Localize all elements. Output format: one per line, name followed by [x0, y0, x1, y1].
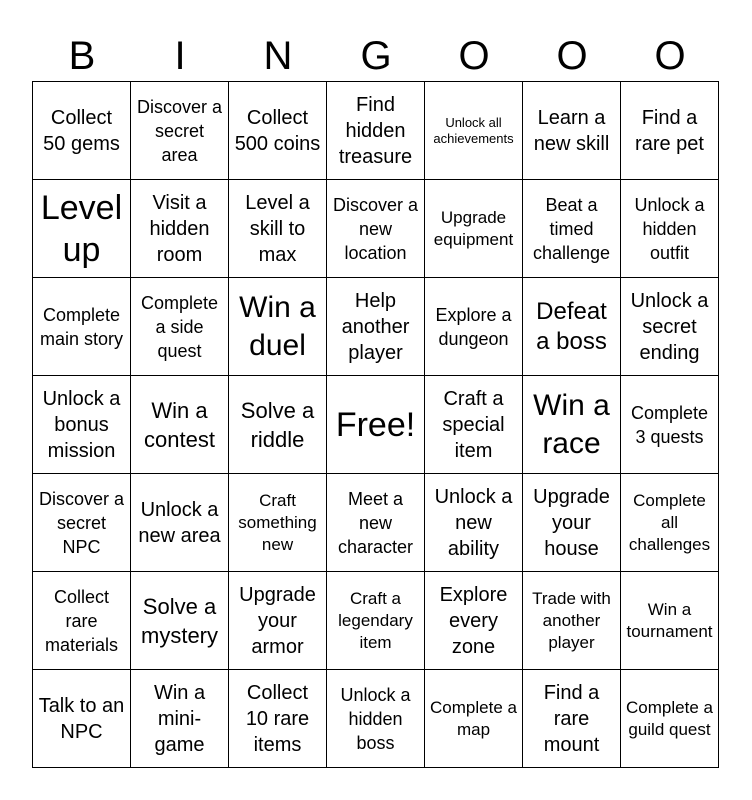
cell-text: Craft a special item: [442, 387, 505, 462]
cell-text: Level up: [40, 188, 123, 269]
bingo-cell: [229, 82, 327, 180]
bingo-cell: [131, 180, 229, 278]
header-letter: N: [263, 34, 293, 78]
bingo-cell: [131, 82, 229, 180]
cell-text: Complete a map: [430, 697, 517, 739]
bingo-cell: [621, 670, 719, 768]
bingo-grid: [32, 81, 719, 768]
cell-text: Trade with another player: [532, 588, 611, 652]
bingo-cell: [425, 376, 523, 474]
bingo-cell: [327, 82, 425, 180]
bingo-cell: [229, 376, 327, 474]
cell-text: Unlock a bonus mission: [42, 387, 121, 462]
cell-text: Craft a legendary item: [338, 588, 413, 652]
header-letter: B: [68, 34, 96, 78]
bingo-cell: [523, 474, 621, 572]
bingo-cell: [327, 572, 425, 670]
cell-text: Discover a new location: [332, 194, 419, 263]
cell-text: Help another player: [341, 289, 410, 364]
cell-text: Find hidden treasure: [338, 93, 413, 168]
cell-text: Unlock a hidden outfit: [634, 194, 705, 263]
header-letter: O: [556, 34, 588, 78]
bingo-cell: [33, 82, 131, 180]
cell-text: Collect 10 rare items: [245, 681, 310, 756]
cell-text: Meet a new character: [337, 488, 414, 557]
cell-text: Discover a secret NPC: [38, 488, 125, 557]
bingo-cell: [327, 180, 425, 278]
cell-text: Solve a mystery: [141, 593, 218, 648]
bingo-cell: [229, 572, 327, 670]
cell-text: Collect 500 coins: [234, 106, 321, 155]
cell-text: Unlock a hidden boss: [340, 684, 411, 753]
bingo-cell: [229, 180, 327, 278]
bingo-cell: [229, 278, 327, 376]
cell-text: Complete main story: [39, 304, 124, 349]
bingo-cell: [523, 180, 621, 278]
cell-text: Beat a timed challenge: [532, 194, 611, 263]
bingo-cell: [33, 670, 131, 768]
bingo-cell: [131, 278, 229, 376]
bingo-cell: [523, 670, 621, 768]
bingo-cell: [131, 572, 229, 670]
bingo-cell: [33, 278, 131, 376]
bingo-cell: [425, 670, 523, 768]
bingo-cell: [425, 572, 523, 670]
cell-text: Win a duel: [239, 290, 316, 362]
cell-text: Unlock a new ability: [434, 485, 513, 560]
bingo-cell: [523, 82, 621, 180]
cell-text: Unlock a secret ending: [630, 289, 709, 364]
cell-text: Complete a side quest: [140, 292, 219, 361]
cell-text: Craft something new: [238, 490, 317, 554]
cell-text: Unlock a new area: [138, 498, 221, 547]
bingo-cell: [621, 376, 719, 474]
bingo-cell: [327, 474, 425, 572]
cell-text: Talk to an NPC: [38, 694, 125, 743]
bingo-cell: [33, 376, 131, 474]
cell-text: Complete a guild quest: [626, 697, 713, 739]
cell-text: Solve a riddle: [240, 397, 315, 452]
cell-text: Upgrade equipment: [433, 207, 514, 249]
bingo-cell: [621, 474, 719, 572]
header-letter: G: [360, 34, 392, 78]
cell-text: Win a tournament: [626, 599, 713, 641]
bingo-cell: [327, 670, 425, 768]
cell-text: Visit a hidden room: [149, 191, 210, 266]
header-letter: I: [174, 34, 186, 78]
cell-text: Explore every zone: [439, 583, 508, 658]
bingo-cell: [523, 376, 621, 474]
cell-text: Collect 50 gems: [43, 106, 120, 155]
header-letter: O: [458, 34, 490, 78]
bingo-cell: [621, 82, 719, 180]
bingo-cell: [621, 180, 719, 278]
bingo-cell: [425, 474, 523, 572]
cell-text: Free!: [335, 405, 416, 444]
cell-text: Complete 3 quests: [630, 402, 709, 447]
bingo-cell: [425, 82, 523, 180]
cell-text: Discover a secret area: [136, 96, 223, 165]
cell-text: Upgrade your house: [533, 485, 610, 560]
cell-text: Upgrade your armor: [239, 583, 316, 658]
bingo-cell: [425, 278, 523, 376]
bingo-cell: [327, 278, 425, 376]
bingo-cell: [621, 572, 719, 670]
cell-text: Unlock all achievements: [433, 114, 514, 146]
bingo-cell: [425, 180, 523, 278]
bingo-cell: [131, 376, 229, 474]
cell-text: Collect rare materials: [44, 586, 119, 655]
bingo-cell: [523, 278, 621, 376]
cell-text: Explore a dungeon: [435, 304, 512, 349]
bingo-cell: [33, 572, 131, 670]
cell-text: Win a mini-game: [153, 681, 206, 756]
bingo-header: [33, 30, 719, 82]
cell-text: Win a contest: [144, 397, 215, 452]
bingo-cell: [131, 670, 229, 768]
cell-text: Level a skill to max: [245, 191, 310, 266]
bingo-cell: [33, 180, 131, 278]
header-letter: O: [654, 34, 686, 78]
bingo-cell: [229, 474, 327, 572]
bingo-cell: [229, 670, 327, 768]
cell-text: Complete all challenges: [628, 490, 711, 554]
bingo-cell: [621, 278, 719, 376]
bingo-cell: [327, 376, 425, 474]
cell-text: Find a rare mount: [543, 681, 600, 756]
cell-text: Learn a new skill: [533, 106, 610, 155]
bingo-cell: [131, 474, 229, 572]
cell-text: Win a race: [533, 388, 610, 460]
bingo-cell: [523, 572, 621, 670]
bingo-cell: [33, 474, 131, 572]
cell-text: Defeat a boss: [536, 297, 607, 355]
cell-text: Find a rare pet: [635, 106, 704, 155]
